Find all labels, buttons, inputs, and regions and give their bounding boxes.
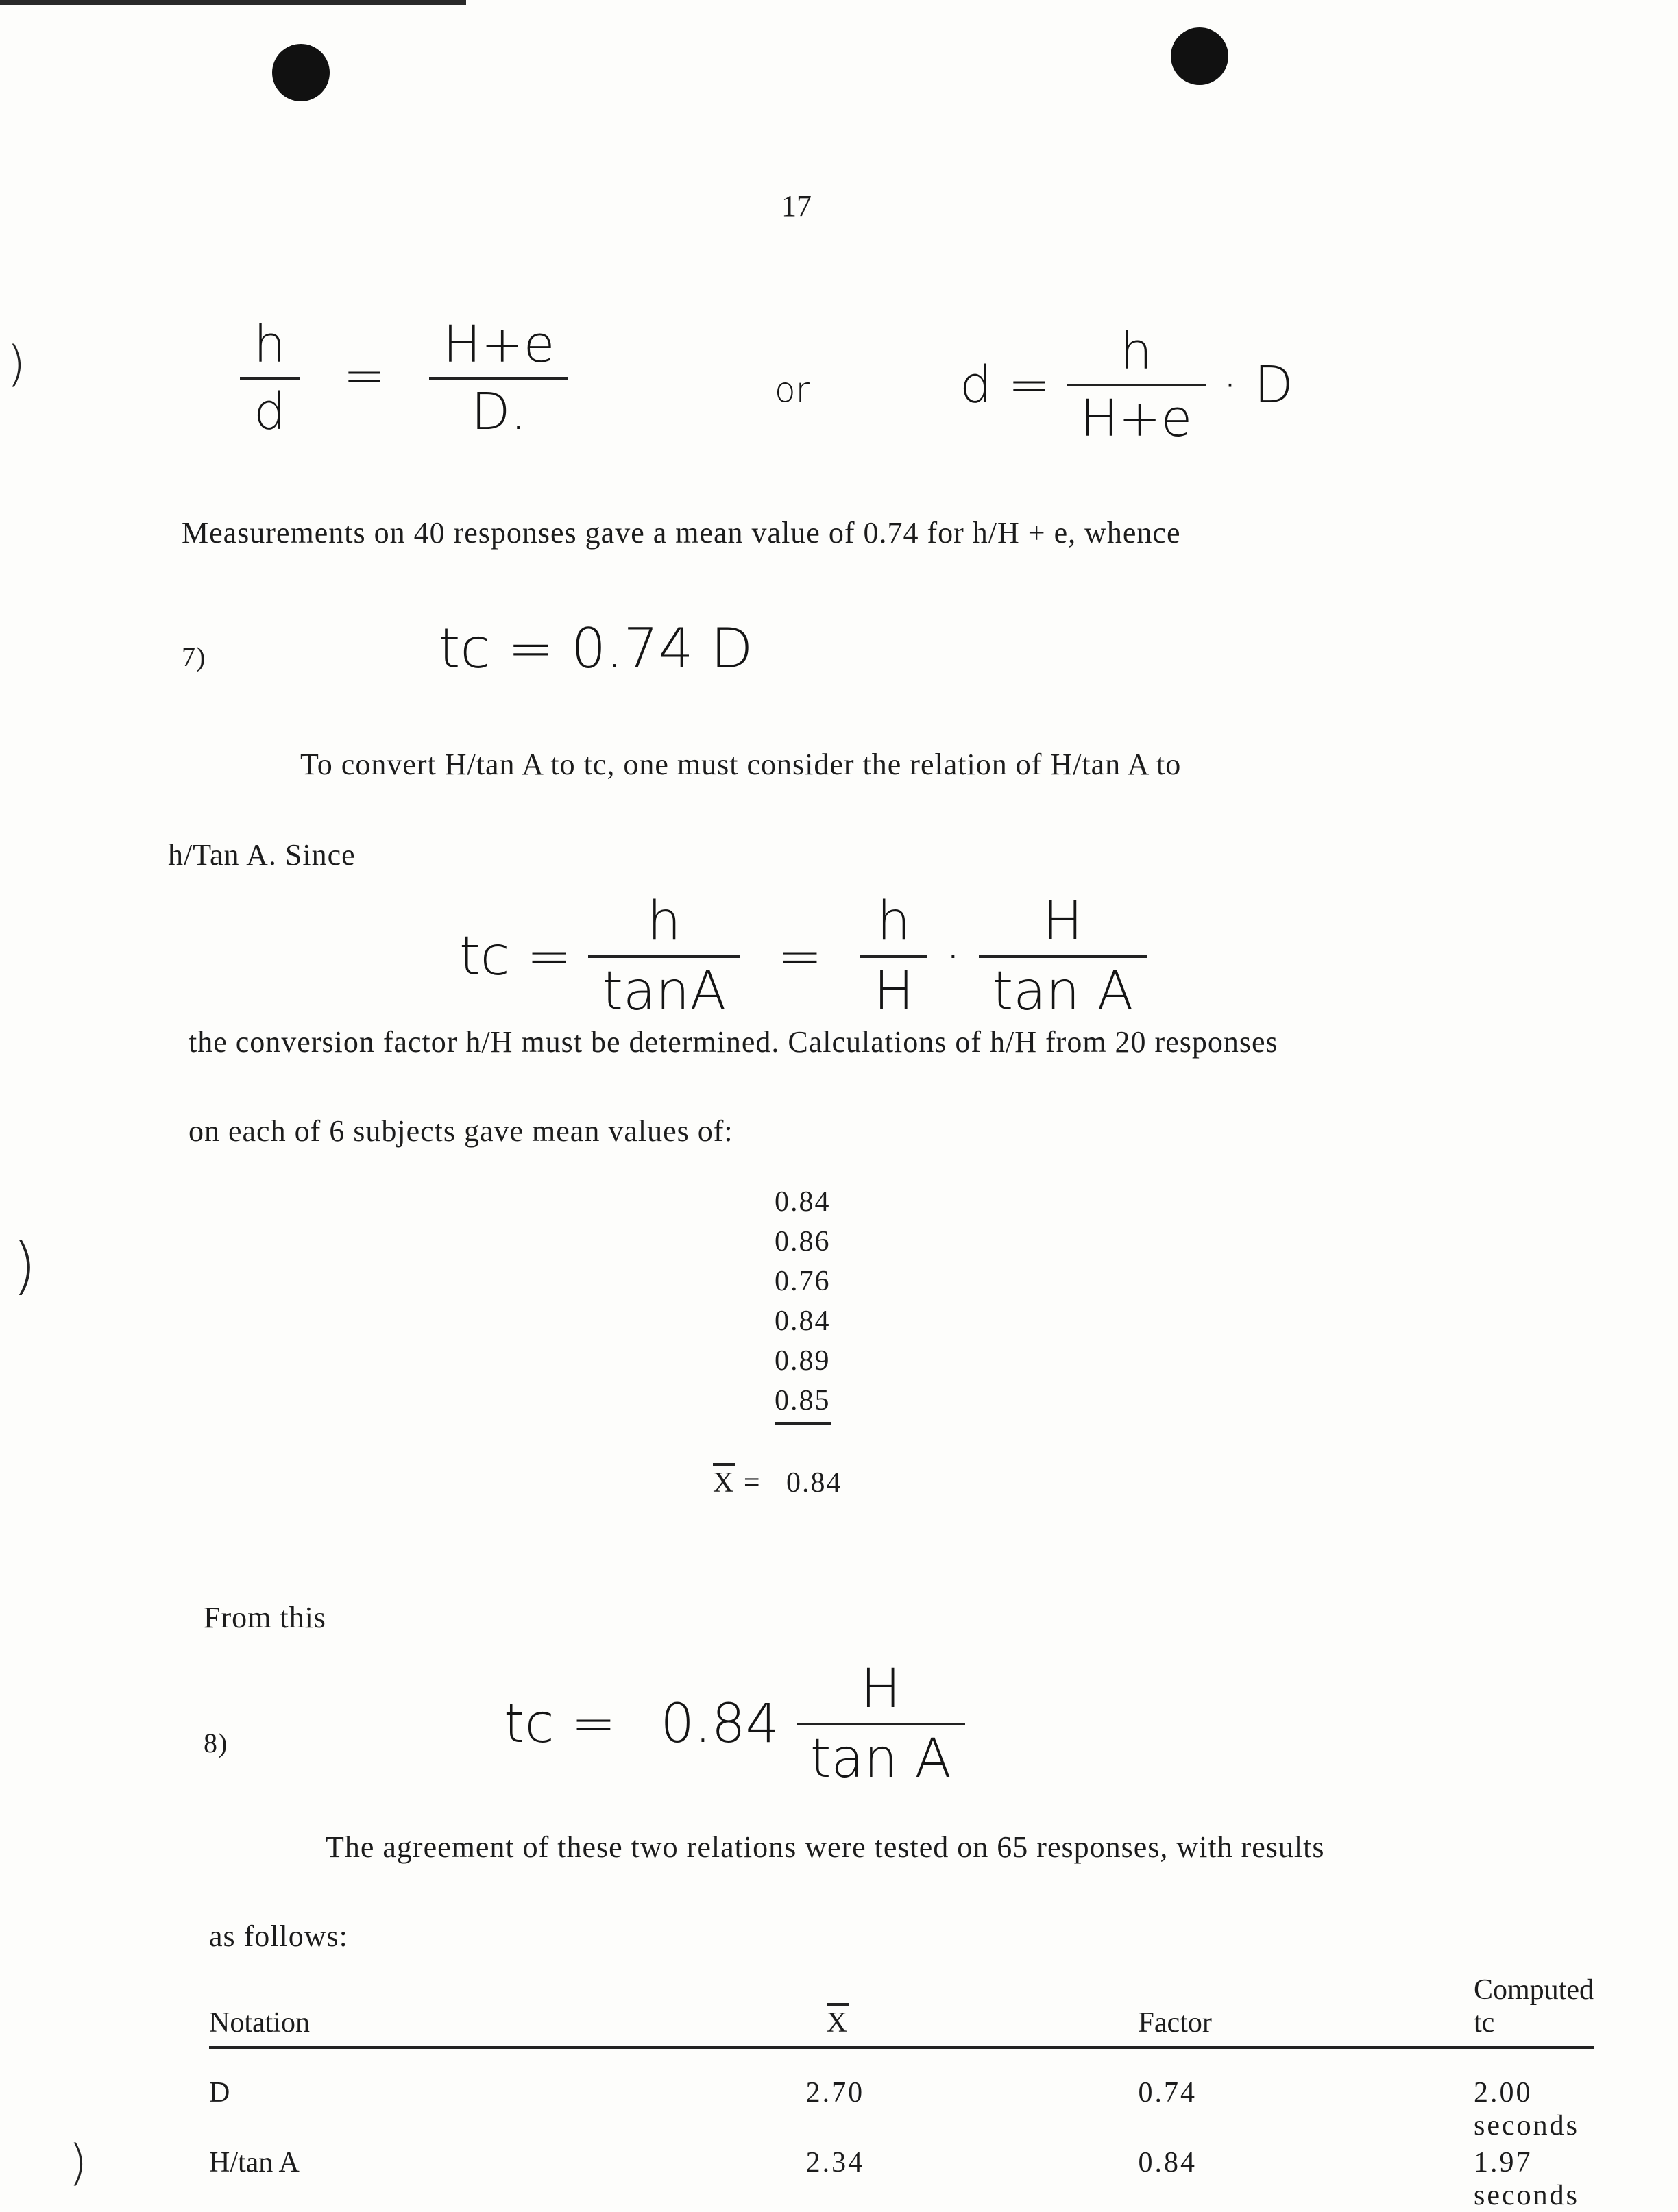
table-row	[209, 2048, 1594, 2142]
equation-number: 8)	[204, 1728, 228, 1758]
value-item: 0.84	[775, 1305, 831, 1337]
paragraph: From this	[204, 1601, 326, 1634]
table-cell: 2.70	[805, 2077, 865, 2109]
paragraph: To convert H/tan A to tc, one must consider the relation of H/tan A to	[300, 748, 1182, 781]
value-item: 0.86	[775, 1226, 831, 1257]
value-item: 0.89	[775, 1345, 831, 1377]
table-cell: 2.00 seconds	[1474, 2077, 1579, 2141]
equation-tc-conversion: tc = $\frac{h}{\tan A}$ = $\frac{h}{H}$ · $\frac{H}{\text{tan A}}$	[459, 891, 1147, 1022]
mean-values-list	[775, 1182, 831, 1425]
paragraph: The agreement of these two relations were tested on 65 responses, with results	[326, 1830, 1325, 1864]
equation-8: tc = 0.84 $\frac{H}{\text{tan A}}$	[504, 1658, 965, 1790]
top-edge-line	[0, 0, 466, 5]
equation-number: 7)	[182, 641, 206, 672]
margin-mark: )	[12, 1230, 37, 1302]
paragraph: as follows:	[209, 1919, 348, 1953]
value-item: 0.76	[775, 1266, 831, 1297]
value-item: 0.84	[775, 1186, 831, 1218]
paragraph: on each of 6 subjects gave mean values of:	[189, 1114, 733, 1148]
paragraph: h/Tan A. Since	[168, 838, 356, 872]
equation-7: tc = 0.74 D	[439, 617, 753, 680]
column-header: X	[491, 1974, 1139, 2048]
table-cell: H/tan A	[209, 2147, 300, 2178]
table-cell: 0.84	[1138, 2147, 1197, 2178]
punch-hole-left	[272, 44, 330, 101]
column-header: Factor	[1139, 1974, 1474, 2048]
margin-mark: )	[69, 2135, 88, 2191]
page-number: 17	[781, 189, 812, 223]
mean-value: X = 0.84	[713, 1466, 842, 1499]
table-row	[209, 2142, 1594, 2212]
value-item: 0.85	[775, 1381, 831, 1425]
paragraph: Measurements on 40 responses gave a mean value of 0.74 for h/H + e, whence	[182, 516, 1181, 550]
or-word: or	[775, 370, 810, 410]
equation-d-solved: d = $\frac{h}{H+e}$ · D	[960, 322, 1293, 448]
table-cell: 1.97 seconds	[1474, 2147, 1579, 2211]
column-header: Notation	[209, 1974, 491, 2048]
column-header: Computed tc	[1474, 1974, 1594, 2048]
paragraph: the conversion factor h/H must be determined. Calculations of h/H from 20 responses	[189, 1025, 1278, 1059]
results-table	[209, 1974, 1594, 2212]
margin-mark: )	[7, 336, 26, 392]
table-cell: 2.34	[805, 2147, 865, 2178]
table-cell: D	[209, 2077, 230, 2109]
table-header-row	[209, 1974, 1594, 2048]
equation-h-over-d: $\frac{h}{d}$ = $\frac{H+e}{D.}$	[240, 315, 568, 441]
x-bar-symbol: X	[713, 1463, 735, 1499]
table-cell: 0.74	[1138, 2077, 1197, 2109]
punch-hole-right	[1171, 27, 1228, 85]
